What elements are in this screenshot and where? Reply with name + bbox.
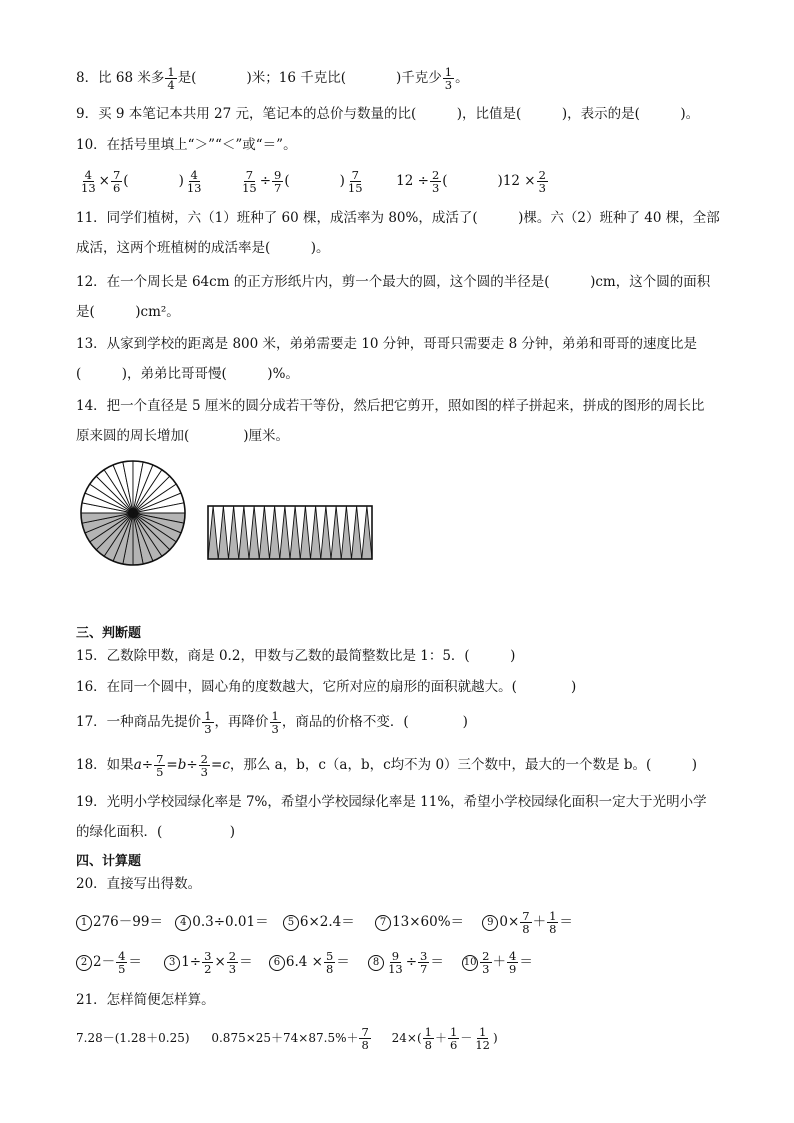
calc-item: 1 276－99＝ (76, 914, 163, 930)
calc-item: 7 13×60%＝ (375, 914, 464, 930)
calc-item: 4 0.3÷0.01＝ (175, 914, 268, 930)
shape-sector (259, 506, 269, 559)
calc-item: 9 0× $\frac{7}{8}$ ＋ $\frac{1}{8}$ ＝ (482, 914, 573, 930)
shape-sector (321, 506, 331, 559)
question-21: 21．怎样简便怎样算。 (76, 992, 215, 1008)
q8-text: 是( (177, 70, 197, 86)
calc-item: 24×( $\frac{1}{8}$ ＋ $\frac{1}{6}$ － $\frac{1}{12}$ ) (391, 1025, 498, 1052)
calc-item: 7.28－(1.28＋0.25) (76, 1031, 190, 1045)
section-3-heading: 三、判断题 (76, 626, 142, 641)
shape-sector (290, 506, 300, 559)
q10-expr-2: $\frac{7}{15}$ ÷ $\frac{9}{7}$ ( ) $\frac{7}{15}$ (242, 168, 363, 195)
calc-item: 6 6.4 × $\frac{5}{8}$ ＝ (269, 954, 350, 970)
q8-text: )千克少 (395, 70, 442, 86)
rearranged-shape-figure (205, 504, 375, 562)
question-13-line-2: ( )，弟弟比哥哥慢( )%。 (76, 366, 299, 382)
q10-expr-3: 12 ÷ $\frac{2}{3}$ ( )12 × $\frac{2}{3}$ (396, 168, 546, 195)
shape-sector (229, 506, 239, 559)
question-11-line-2: 成活，这两个班植树的成活率是( )。 (76, 240, 330, 256)
question-11-line-1: 11．同学们植树，六（1）班种了 60 棵，成活率为 80%，成活了( )棵。六（2）班种了 40 棵，全部 (76, 210, 720, 226)
question-19-line-1: 19．光明小学校园绿化率是 7%，希望小学校园绿化率是 11%，希望小学校园绿化面积一定大于光明小学 (76, 794, 707, 810)
divided-circle-figure (78, 458, 188, 568)
question-8 (76, 66, 734, 91)
calc-item: 8 $\frac{9}{13}$ ÷ $\frac{3}{7}$ ＝ (368, 954, 444, 970)
question-15: 15．乙数除甲数，商是 0.2，甲数与乙数的最简整数比是 1：5．( ) (76, 648, 516, 664)
q20-row-2 (76, 946, 734, 978)
shape-sector (311, 506, 321, 559)
section-4-heading: 四、计算题 (76, 854, 142, 869)
shape-sector (280, 506, 290, 559)
q8-text: 。 (455, 70, 469, 86)
shape-sector (270, 506, 280, 559)
question-19-line-2: 的绿化面积．( ) (76, 824, 236, 840)
calc-item: 2 2－ $\frac{4}{5}$ ＝ (76, 954, 142, 970)
fraction: $\frac{1}{3}$ (444, 65, 453, 92)
q8-text: )米；16 千克比( (246, 70, 346, 86)
fraction: $\frac{1}{4}$ (167, 65, 175, 92)
q8-text: 比 68 米多 (98, 70, 165, 86)
q8-number: 8． (76, 70, 99, 86)
calc-item: 0.875×25＋74×87.5%＋ $\frac{7}{8}$ (211, 1025, 369, 1052)
question-12-line-2: 是( )cm²。 (76, 304, 180, 320)
question-9: 9．买 9 本笔记本共用 27 元，笔记本的总价与数量的比( )，比值是( )，表示的是( )。 (76, 106, 700, 122)
shape-sector (218, 506, 228, 559)
shape-sector (352, 506, 362, 559)
shape-sector (208, 506, 218, 559)
q10-expr-1: $\frac{4}{13}$ × $\frac{7}{6}$ ( ) $\frac{4}{13}$ (81, 168, 202, 195)
question-13-line-1: 13．从家到学校的距离是 800 米，弟弟需要走 10 分钟，哥哥只需要走 8 分钟，弟弟和哥哥的速度比是 (76, 336, 697, 352)
calc-item: 10 $\frac{2}{3}$ ＋ $\frac{4}{9}$ ＝ (463, 949, 533, 976)
shape-sector (362, 506, 372, 559)
question-17: 17．一种商品先提价 $\frac{1}{3}$ ，再降价 $\frac{1}{3}$ ，商品的价格不变．( ) (76, 709, 468, 736)
question-12-line-1: 12．在一个周长是 64cm 的正方形纸片内，剪一个最大的圆，这个圆的半径是( )cm，这个圆的面积 (76, 274, 711, 290)
calc-item: 3 1÷ $\frac{3}{2}$ × $\frac{2}{3}$ ＝ (164, 954, 252, 970)
question-14-line-1: 14．把一个直径是 5 厘米的圆分成若干等份，然后把它剪开，照如图的样子拼起来，拼成的图形的周长比 (76, 398, 705, 414)
shape-sector (300, 506, 310, 559)
shape-sector (341, 506, 351, 559)
q10-expressions (78, 163, 734, 199)
shape-sector (239, 506, 249, 559)
q20-row-1 (76, 906, 734, 938)
shape-sector (249, 506, 259, 559)
question-16: 16．在同一个圆中，圆心角的度数越大，它所对应的扇形的面积就越大。( ) (76, 679, 577, 695)
q21-expressions (76, 1022, 734, 1054)
calc-item: 5 6×2.4＝ (283, 914, 355, 930)
question-14-line-2: 原来圆的周长增加( )厘米。 (76, 428, 290, 444)
question-10: 10．在括号里填上“＞”“＜”或“＝”。 (76, 137, 297, 153)
question-20: 20．直接写出得数。 (76, 876, 202, 892)
shape-sector (331, 506, 341, 559)
question-18: 18．如果a÷ $\frac{7}{5}$ =b÷ $\frac{2}{3}$ =c，那么 a，b，c（a，b，c均不为 0）三个数中，最大的一个数是 b。( ) (76, 752, 698, 779)
